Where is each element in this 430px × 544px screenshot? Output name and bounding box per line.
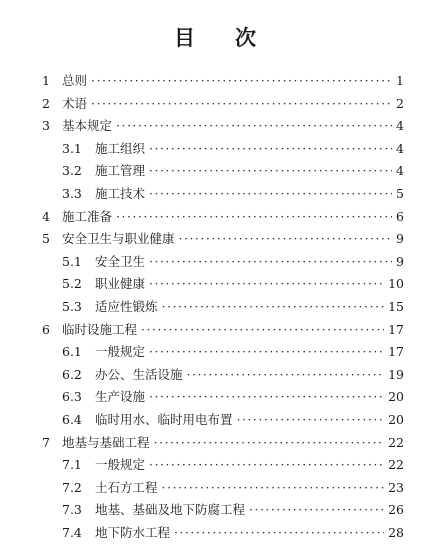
entry-title: 安全卫生与职业健康	[62, 231, 175, 247]
entry-title: 生产设施	[95, 389, 146, 405]
entry-number: 2	[42, 95, 50, 111]
entry-title: 办公、生活设施	[95, 366, 183, 382]
entry-title: 临时设施工程	[62, 321, 138, 337]
entry-title: 地基与基础工程	[62, 434, 150, 450]
toc-subentry[interactable]	[0, 499, 430, 522]
entry-page-number: 22	[388, 434, 404, 450]
title-char-1: 目	[174, 25, 195, 50]
entry-number: 6.2	[62, 366, 82, 382]
entry-number: 7	[42, 434, 50, 450]
toc-entry[interactable]	[0, 228, 430, 251]
toc-subentry[interactable]	[0, 273, 430, 296]
entry-number: 3	[42, 118, 50, 134]
entry-number: 1	[42, 73, 50, 88]
toc-subentry[interactable]	[0, 138, 430, 161]
toc-subentry[interactable]	[0, 296, 430, 319]
entry-title: 总则	[62, 73, 88, 88]
dot-leader	[149, 251, 392, 274]
dot-leader	[91, 93, 392, 116]
entry-title: 施工准备	[62, 208, 113, 224]
dot-leader	[149, 273, 384, 296]
entry-page-number: 19	[388, 366, 404, 382]
entry-number: 7.4	[62, 524, 82, 540]
entry-page-number: 23	[388, 479, 404, 495]
dot-leader	[149, 454, 384, 477]
dot-leader	[149, 160, 392, 183]
entry-number: 6.1	[62, 344, 82, 360]
dot-leader	[116, 206, 392, 229]
toc-entry[interactable]	[0, 206, 430, 229]
dot-leader	[162, 296, 385, 319]
toc-subentry[interactable]	[0, 386, 430, 409]
entry-page-number: 17	[388, 344, 404, 360]
toc-subentry[interactable]	[0, 183, 430, 206]
toc-entry[interactable]	[0, 319, 430, 342]
entry-page-number: 15	[388, 298, 404, 314]
entry-number: 3.3	[62, 185, 82, 201]
toc-subentry[interactable]	[0, 409, 430, 432]
toc-subentry[interactable]	[0, 341, 430, 364]
table-of-contents	[0, 70, 430, 544]
entry-title: 土石方工程	[95, 479, 158, 495]
entry-number: 7.2	[62, 479, 82, 495]
toc-subentry[interactable]	[0, 364, 430, 387]
page-title	[0, 22, 430, 52]
dot-leader	[162, 477, 385, 500]
entry-page-number: 28	[388, 524, 404, 540]
entry-number: 7.3	[62, 502, 82, 518]
dot-leader	[116, 115, 392, 138]
dot-leader	[187, 364, 385, 387]
toc-entry[interactable]	[0, 432, 430, 455]
entry-title: 基本规定	[62, 118, 113, 134]
entry-number: 3.1	[62, 140, 82, 156]
entry-page-number: 22	[388, 457, 404, 473]
entry-title: 地基、基础及地下防腐工程	[95, 502, 246, 518]
entry-number: 6	[42, 321, 50, 337]
entry-page-number: 10	[388, 276, 404, 292]
toc-subentry[interactable]	[0, 477, 430, 500]
dot-leader	[149, 183, 392, 206]
entry-title: 施工组织	[95, 140, 146, 156]
entry-title: 施工技术	[95, 185, 146, 201]
dot-leader	[149, 138, 392, 161]
entry-number: 5.2	[62, 276, 82, 292]
entry-title: 一般规定	[95, 457, 146, 473]
entry-page-number: 9	[396, 253, 404, 269]
entry-page-number: 4	[396, 140, 404, 156]
dot-leader	[149, 341, 384, 364]
entry-title: 术语	[62, 95, 88, 111]
toc-subentry[interactable]	[0, 251, 430, 274]
entry-page-number: 2	[396, 95, 404, 111]
entry-title: 安全卫生	[95, 253, 146, 269]
dot-leader	[154, 432, 385, 455]
toc-subentry[interactable]	[0, 454, 430, 477]
entry-page-number: 4	[396, 163, 404, 179]
entry-number: 7.1	[62, 457, 82, 473]
entry-number: 5	[42, 231, 50, 247]
title-char-2: 次	[235, 25, 256, 50]
entry-number: 3.2	[62, 163, 82, 179]
entry-page-number: 17	[388, 321, 404, 337]
dot-leader	[179, 228, 393, 251]
entry-number: 5.1	[62, 253, 82, 269]
dot-leader	[237, 409, 385, 432]
entry-title: 适应性锻炼	[95, 298, 158, 314]
entry-title: 施工管理	[95, 163, 146, 179]
entry-title: 职业健康	[95, 276, 146, 292]
entry-page-number: 20	[388, 411, 404, 427]
entry-number: 6.3	[62, 389, 82, 405]
entry-page-number: 1	[396, 73, 404, 88]
toc-entry[interactable]	[0, 115, 430, 138]
toc-subentry[interactable]	[0, 160, 430, 183]
toc-entry[interactable]	[0, 93, 430, 116]
entry-page-number: 9	[396, 231, 404, 247]
entry-page-number: 26	[388, 502, 404, 518]
entry-title: 地下防水工程	[95, 524, 171, 540]
dot-leader	[249, 499, 384, 522]
entry-page-number: 4	[396, 118, 404, 134]
entry-number: 6.4	[62, 411, 82, 427]
toc-entry[interactable]	[0, 70, 430, 93]
entry-page-number: 5	[396, 185, 404, 201]
dot-leader	[149, 386, 384, 409]
entry-page-number: 6	[396, 208, 404, 224]
entry-page-number: 20	[388, 389, 404, 405]
dot-leader	[91, 70, 392, 93]
entry-number: 5.3	[62, 298, 82, 314]
entry-title: 一般规定	[95, 344, 146, 360]
entry-number: 4	[42, 208, 50, 224]
dot-leader	[141, 319, 384, 342]
entry-title: 临时用水、临时用电布置	[95, 411, 233, 427]
